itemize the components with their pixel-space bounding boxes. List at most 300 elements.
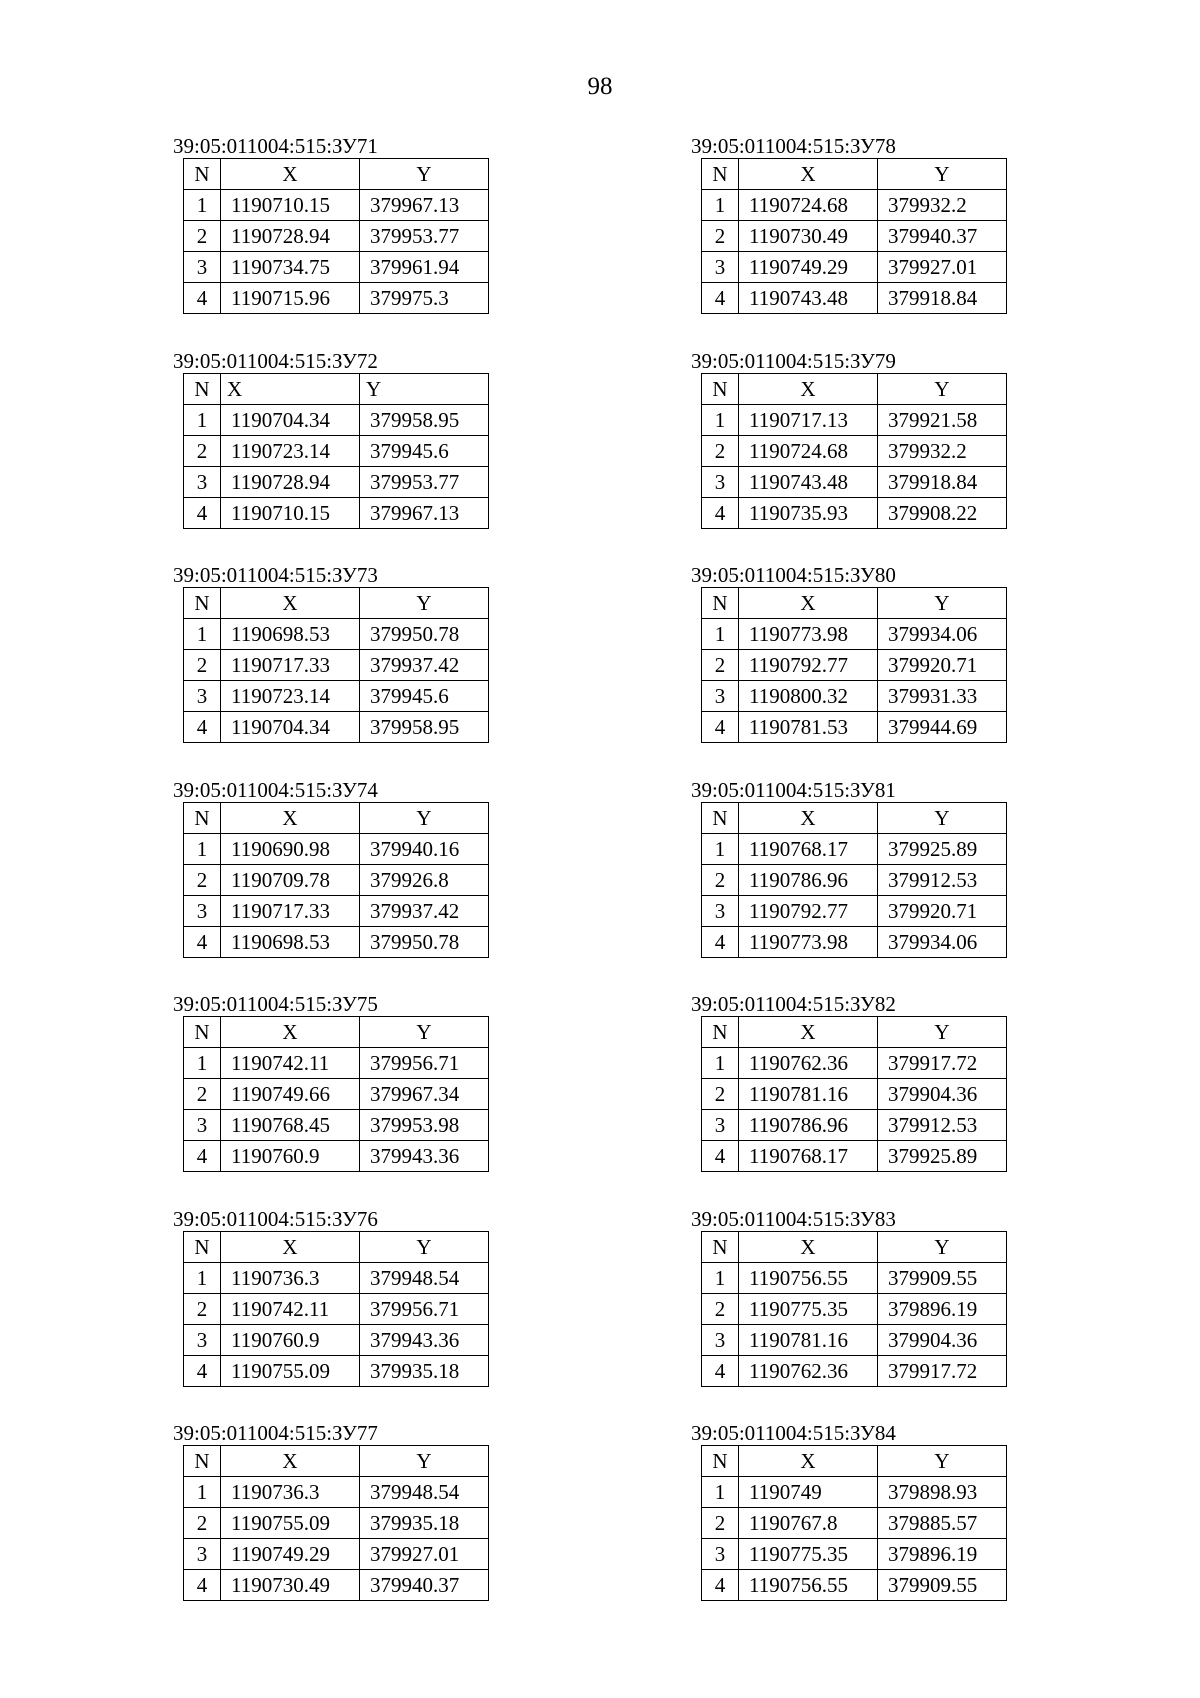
coordinates-table (701, 1231, 1007, 1387)
x-coordinate-cell: 1190730.49 (221, 1570, 360, 1601)
y-coordinate-cell: 379909.55 (878, 1263, 1007, 1294)
table-row (184, 467, 489, 498)
table-row (702, 190, 1007, 221)
table-header-row (184, 588, 489, 619)
coordinates-table (183, 587, 489, 743)
point-number-cell: 3 (184, 681, 221, 712)
table-row (702, 1048, 1007, 1079)
x-coordinate-cell: 1190717.33 (221, 896, 360, 927)
x-coordinate-cell: 1190724.68 (739, 436, 878, 467)
col-header-y: Y (878, 1017, 1007, 1048)
point-number-cell: 3 (184, 467, 221, 498)
y-coordinate-cell: 379945.6 (360, 681, 489, 712)
table-row (702, 252, 1007, 283)
table-row (702, 283, 1007, 314)
table-row (702, 1356, 1007, 1387)
x-coordinate-cell: 1190786.96 (739, 1110, 878, 1141)
y-coordinate-cell: 379932.2 (878, 190, 1007, 221)
col-header-n: N (184, 1017, 221, 1048)
col-header-y: Y (878, 588, 1007, 619)
y-coordinate-cell: 379896.19 (878, 1294, 1007, 1325)
y-coordinate-cell: 379935.18 (360, 1508, 489, 1539)
coordinates-table (701, 373, 1007, 529)
y-coordinate-cell: 379940.37 (360, 1570, 489, 1601)
y-coordinate-cell: 379920.71 (878, 650, 1007, 681)
col-header-x: X (221, 588, 360, 619)
table-header-row (184, 1232, 489, 1263)
col-header-x: X (739, 803, 878, 834)
point-number-cell: 2 (184, 865, 221, 896)
table-header-row (702, 588, 1007, 619)
table-header-row (702, 803, 1007, 834)
parcel-title: 39:05:011004:515:ЗУ77 (173, 1421, 378, 1445)
point-number-cell: 1 (184, 834, 221, 865)
point-number-cell: 3 (184, 1325, 221, 1356)
col-header-y: Y (878, 374, 1007, 405)
x-coordinate-cell: 1190742.11 (221, 1294, 360, 1325)
col-header-n: N (702, 1232, 739, 1263)
point-number-cell: 1 (702, 1477, 739, 1508)
col-header-n: N (702, 1017, 739, 1048)
table-row (184, 896, 489, 927)
y-coordinate-cell: 379898.93 (878, 1477, 1007, 1508)
x-coordinate-cell: 1190773.98 (739, 927, 878, 958)
y-coordinate-cell: 379885.57 (878, 1508, 1007, 1539)
table-row (184, 1570, 489, 1601)
x-coordinate-cell: 1190728.94 (221, 467, 360, 498)
table-row (702, 834, 1007, 865)
x-coordinate-cell: 1190690.98 (221, 834, 360, 865)
point-number-cell: 3 (702, 1539, 739, 1570)
point-number-cell: 3 (702, 252, 739, 283)
page-number: 98 (587, 73, 613, 100)
x-coordinate-cell: 1190781.53 (739, 712, 878, 743)
x-coordinate-cell: 1190698.53 (221, 619, 360, 650)
table-header-row (184, 803, 489, 834)
table-row (184, 252, 489, 283)
x-coordinate-cell: 1190710.15 (221, 190, 360, 221)
y-coordinate-cell: 379958.95 (360, 712, 489, 743)
table-header-row (702, 374, 1007, 405)
table-row (702, 650, 1007, 681)
point-number-cell: 4 (702, 712, 739, 743)
table-row (184, 650, 489, 681)
y-coordinate-cell: 379967.13 (360, 498, 489, 529)
table-row (702, 1508, 1007, 1539)
y-coordinate-cell: 379918.84 (878, 283, 1007, 314)
y-coordinate-cell: 379934.06 (878, 927, 1007, 958)
col-header-y: Y (360, 1446, 489, 1477)
point-number-cell: 1 (702, 190, 739, 221)
x-coordinate-cell: 1190728.94 (221, 221, 360, 252)
coordinates-table (183, 373, 489, 529)
y-coordinate-cell: 379896.19 (878, 1539, 1007, 1570)
x-coordinate-cell: 1190768.45 (221, 1110, 360, 1141)
col-header-y: Y (360, 1232, 489, 1263)
point-number-cell: 4 (184, 1356, 221, 1387)
table-header-row (184, 374, 489, 405)
table-row (184, 1508, 489, 1539)
y-coordinate-cell: 379931.33 (878, 681, 1007, 712)
x-coordinate-cell: 1190775.35 (739, 1294, 878, 1325)
point-number-cell: 2 (184, 1079, 221, 1110)
y-coordinate-cell: 379967.13 (360, 190, 489, 221)
col-header-n: N (184, 1232, 221, 1263)
parcel-title: 39:05:011004:515:ЗУ83 (691, 1207, 896, 1231)
y-coordinate-cell: 379925.89 (878, 1141, 1007, 1172)
col-header-n: N (184, 159, 221, 190)
parcel-block (691, 1207, 1021, 1387)
table-row (184, 1141, 489, 1172)
table-header-row (702, 1446, 1007, 1477)
table-header-row (702, 1232, 1007, 1263)
coordinates-table (701, 158, 1007, 314)
col-header-n: N (702, 159, 739, 190)
point-number-cell: 2 (184, 1294, 221, 1325)
x-coordinate-cell: 1190792.77 (739, 896, 878, 927)
col-header-y: Y (878, 803, 1007, 834)
x-coordinate-cell: 1190781.16 (739, 1325, 878, 1356)
table-row (702, 467, 1007, 498)
y-coordinate-cell: 379953.98 (360, 1110, 489, 1141)
parcel-block (173, 134, 503, 314)
point-number-cell: 3 (702, 681, 739, 712)
x-coordinate-cell: 1190800.32 (739, 681, 878, 712)
point-number-cell: 2 (184, 221, 221, 252)
point-number-cell: 4 (184, 1141, 221, 1172)
col-header-x: X (739, 1232, 878, 1263)
x-coordinate-cell: 1190755.09 (221, 1356, 360, 1387)
parcel-title: 39:05:011004:515:ЗУ72 (173, 349, 378, 373)
table-row (184, 221, 489, 252)
table-header-row (702, 159, 1007, 190)
parcel-title: 39:05:011004:515:ЗУ79 (691, 349, 896, 373)
point-number-cell: 3 (702, 467, 739, 498)
point-number-cell: 3 (702, 1325, 739, 1356)
y-coordinate-cell: 379921.58 (878, 405, 1007, 436)
coordinates-table (701, 587, 1007, 743)
point-number-cell: 2 (702, 436, 739, 467)
x-coordinate-cell: 1190762.36 (739, 1356, 878, 1387)
x-coordinate-cell: 1190736.3 (221, 1477, 360, 1508)
x-coordinate-cell: 1190760.9 (221, 1141, 360, 1172)
y-coordinate-cell: 379912.53 (878, 1110, 1007, 1141)
table-row (184, 1079, 489, 1110)
col-header-y: Y (878, 1232, 1007, 1263)
point-number-cell: 3 (702, 896, 739, 927)
y-coordinate-cell: 379932.2 (878, 436, 1007, 467)
table-row (184, 712, 489, 743)
parcel-title: 39:05:011004:515:ЗУ81 (691, 778, 896, 802)
table-row (702, 896, 1007, 927)
col-header-y: Y (360, 1017, 489, 1048)
table-row (184, 927, 489, 958)
x-coordinate-cell: 1190723.14 (221, 436, 360, 467)
x-coordinate-cell: 1190730.49 (739, 221, 878, 252)
y-coordinate-cell: 379937.42 (360, 650, 489, 681)
parcel-title: 39:05:011004:515:ЗУ78 (691, 134, 896, 158)
col-header-n: N (702, 803, 739, 834)
parcel-block (173, 1207, 503, 1387)
x-coordinate-cell: 1190698.53 (221, 927, 360, 958)
col-header-x: X (739, 588, 878, 619)
table-row (184, 865, 489, 896)
y-coordinate-cell: 379926.8 (360, 865, 489, 896)
point-number-cell: 1 (702, 834, 739, 865)
point-number-cell: 3 (184, 252, 221, 283)
table-row (702, 436, 1007, 467)
x-coordinate-cell: 1190749.29 (221, 1539, 360, 1570)
point-number-cell: 1 (702, 1048, 739, 1079)
x-coordinate-cell: 1190749.66 (221, 1079, 360, 1110)
coordinates-table (701, 1445, 1007, 1601)
point-number-cell: 4 (702, 283, 739, 314)
table-row (702, 405, 1007, 436)
table-row (184, 1294, 489, 1325)
y-coordinate-cell: 379953.77 (360, 467, 489, 498)
point-number-cell: 4 (184, 283, 221, 314)
parcel-title: 39:05:011004:515:ЗУ76 (173, 1207, 378, 1231)
parcel-title: 39:05:011004:515:ЗУ82 (691, 992, 896, 1016)
parcel-title: 39:05:011004:515:ЗУ73 (173, 563, 378, 587)
table-row (184, 283, 489, 314)
col-header-n: N (184, 588, 221, 619)
x-coordinate-cell: 1190734.75 (221, 252, 360, 283)
y-coordinate-cell: 379956.71 (360, 1294, 489, 1325)
y-coordinate-cell: 379943.36 (360, 1141, 489, 1172)
y-coordinate-cell: 379934.06 (878, 619, 1007, 650)
parcel-title: 39:05:011004:515:ЗУ80 (691, 563, 896, 587)
x-coordinate-cell: 1190756.55 (739, 1263, 878, 1294)
x-coordinate-cell: 1190768.17 (739, 834, 878, 865)
col-header-y: Y (878, 1446, 1007, 1477)
point-number-cell: 4 (184, 498, 221, 529)
col-header-x: X (739, 1446, 878, 1477)
col-header-n: N (184, 803, 221, 834)
col-header-x: X (221, 803, 360, 834)
point-number-cell: 2 (184, 650, 221, 681)
table-row (184, 681, 489, 712)
table-row (702, 1263, 1007, 1294)
table-row (702, 221, 1007, 252)
y-coordinate-cell: 379904.36 (878, 1079, 1007, 1110)
point-number-cell: 2 (702, 865, 739, 896)
table-row (702, 927, 1007, 958)
y-coordinate-cell: 379958.95 (360, 405, 489, 436)
parcel-block (691, 349, 1021, 529)
point-number-cell: 2 (702, 650, 739, 681)
x-coordinate-cell: 1190781.16 (739, 1079, 878, 1110)
x-coordinate-cell: 1190749.29 (739, 252, 878, 283)
parcel-block (691, 134, 1021, 314)
y-coordinate-cell: 379953.77 (360, 221, 489, 252)
parcel-block (173, 778, 503, 958)
parcel-block (691, 563, 1021, 743)
point-number-cell: 2 (702, 1079, 739, 1110)
col-header-n: N (184, 1446, 221, 1477)
y-coordinate-cell: 379950.78 (360, 927, 489, 958)
point-number-cell: 1 (184, 1477, 221, 1508)
y-coordinate-cell: 379917.72 (878, 1356, 1007, 1387)
parcel-block (173, 1421, 503, 1601)
y-coordinate-cell: 379937.42 (360, 896, 489, 927)
point-number-cell: 4 (702, 1356, 739, 1387)
point-number-cell: 3 (184, 1539, 221, 1570)
coordinates-table (701, 1016, 1007, 1172)
col-header-x: X (739, 374, 878, 405)
x-coordinate-cell: 1190715.96 (221, 283, 360, 314)
table-row (184, 1325, 489, 1356)
table-header-row (184, 1446, 489, 1477)
y-coordinate-cell: 379912.53 (878, 865, 1007, 896)
y-coordinate-cell: 379909.55 (878, 1570, 1007, 1601)
col-header-n: N (702, 374, 739, 405)
table-row (702, 1325, 1007, 1356)
y-coordinate-cell: 379950.78 (360, 619, 489, 650)
parcel-block (173, 563, 503, 743)
y-coordinate-cell: 379940.16 (360, 834, 489, 865)
point-number-cell: 4 (184, 1570, 221, 1601)
table-row (184, 405, 489, 436)
x-coordinate-cell: 1190768.17 (739, 1141, 878, 1172)
x-coordinate-cell: 1190756.55 (739, 1570, 878, 1601)
y-coordinate-cell: 379920.71 (878, 896, 1007, 927)
table-row (702, 1141, 1007, 1172)
y-coordinate-cell: 379918.84 (878, 467, 1007, 498)
y-coordinate-cell: 379927.01 (878, 252, 1007, 283)
y-coordinate-cell: 379944.69 (878, 712, 1007, 743)
x-coordinate-cell: 1190735.93 (739, 498, 878, 529)
point-number-cell: 1 (184, 190, 221, 221)
y-coordinate-cell: 379948.54 (360, 1263, 489, 1294)
y-coordinate-cell: 379943.36 (360, 1325, 489, 1356)
table-row (184, 1477, 489, 1508)
col-header-x: X (221, 1232, 360, 1263)
x-coordinate-cell: 1190742.11 (221, 1048, 360, 1079)
y-coordinate-cell: 379908.22 (878, 498, 1007, 529)
x-coordinate-cell: 1190736.3 (221, 1263, 360, 1294)
table-row (702, 619, 1007, 650)
col-header-x: X (221, 374, 360, 405)
y-coordinate-cell: 379925.89 (878, 834, 1007, 865)
point-number-cell: 3 (702, 1110, 739, 1141)
table-row (702, 1539, 1007, 1570)
x-coordinate-cell: 1190710.15 (221, 498, 360, 529)
parcel-title: 39:05:011004:515:ЗУ71 (173, 134, 378, 158)
x-coordinate-cell: 1190717.13 (739, 405, 878, 436)
point-number-cell: 4 (702, 498, 739, 529)
x-coordinate-cell: 1190792.77 (739, 650, 878, 681)
table-row (702, 1079, 1007, 1110)
x-coordinate-cell: 1190755.09 (221, 1508, 360, 1539)
table-header-row (184, 1017, 489, 1048)
col-header-x: X (221, 1446, 360, 1477)
parcel-title: 39:05:011004:515:ЗУ75 (173, 992, 378, 1016)
table-row (184, 1263, 489, 1294)
table-header-row (184, 159, 489, 190)
x-coordinate-cell: 1190760.9 (221, 1325, 360, 1356)
col-header-y: Y (360, 588, 489, 619)
x-coordinate-cell: 1190704.34 (221, 405, 360, 436)
coordinates-table (701, 802, 1007, 958)
y-coordinate-cell: 379945.6 (360, 436, 489, 467)
point-number-cell: 1 (184, 619, 221, 650)
col-header-n: N (702, 588, 739, 619)
point-number-cell: 1 (702, 405, 739, 436)
col-header-n: N (184, 374, 221, 405)
parcel-block (173, 349, 503, 529)
table-row (184, 436, 489, 467)
table-row (184, 190, 489, 221)
point-number-cell: 4 (184, 927, 221, 958)
y-coordinate-cell: 379956.71 (360, 1048, 489, 1079)
point-number-cell: 1 (702, 1263, 739, 1294)
table-row (702, 712, 1007, 743)
point-number-cell: 2 (184, 1508, 221, 1539)
table-row (184, 1048, 489, 1079)
y-coordinate-cell: 379904.36 (878, 1325, 1007, 1356)
table-row (184, 1539, 489, 1570)
point-number-cell: 2 (184, 436, 221, 467)
point-number-cell: 2 (702, 221, 739, 252)
col-header-x: X (739, 1017, 878, 1048)
y-coordinate-cell: 379948.54 (360, 1477, 489, 1508)
x-coordinate-cell: 1190717.33 (221, 650, 360, 681)
x-coordinate-cell: 1190723.14 (221, 681, 360, 712)
y-coordinate-cell: 379935.18 (360, 1356, 489, 1387)
parcel-block (691, 778, 1021, 958)
point-number-cell: 1 (184, 1263, 221, 1294)
coordinates-table (183, 1445, 489, 1601)
point-number-cell: 4 (184, 712, 221, 743)
x-coordinate-cell: 1190786.96 (739, 865, 878, 896)
point-number-cell: 3 (184, 1110, 221, 1141)
x-coordinate-cell: 1190704.34 (221, 712, 360, 743)
coordinates-table (183, 1231, 489, 1387)
x-coordinate-cell: 1190773.98 (739, 619, 878, 650)
col-header-y: Y (360, 803, 489, 834)
coordinates-table (183, 802, 489, 958)
col-header-x: X (739, 159, 878, 190)
parcel-block (691, 992, 1021, 1172)
point-number-cell: 1 (702, 619, 739, 650)
table-row (184, 834, 489, 865)
table-row (702, 1477, 1007, 1508)
y-coordinate-cell: 379940.37 (878, 221, 1007, 252)
table-row (184, 498, 489, 529)
col-header-x: X (221, 1017, 360, 1048)
parcel-block (691, 1421, 1021, 1601)
point-number-cell: 1 (184, 405, 221, 436)
y-coordinate-cell: 379975.3 (360, 283, 489, 314)
table-row (184, 1110, 489, 1141)
col-header-x: X (221, 159, 360, 190)
x-coordinate-cell: 1190743.48 (739, 283, 878, 314)
point-number-cell: 3 (184, 896, 221, 927)
table-header-row (702, 1017, 1007, 1048)
parcel-title: 39:05:011004:515:ЗУ84 (691, 1421, 896, 1445)
col-header-y: Y (360, 374, 489, 405)
point-number-cell: 2 (702, 1294, 739, 1325)
col-header-y: Y (878, 159, 1007, 190)
col-header-n: N (702, 1446, 739, 1477)
x-coordinate-cell: 1190762.36 (739, 1048, 878, 1079)
coordinates-table (183, 1016, 489, 1172)
table-row (184, 1356, 489, 1387)
table-row (702, 865, 1007, 896)
table-row (702, 498, 1007, 529)
x-coordinate-cell: 1190743.48 (739, 467, 878, 498)
